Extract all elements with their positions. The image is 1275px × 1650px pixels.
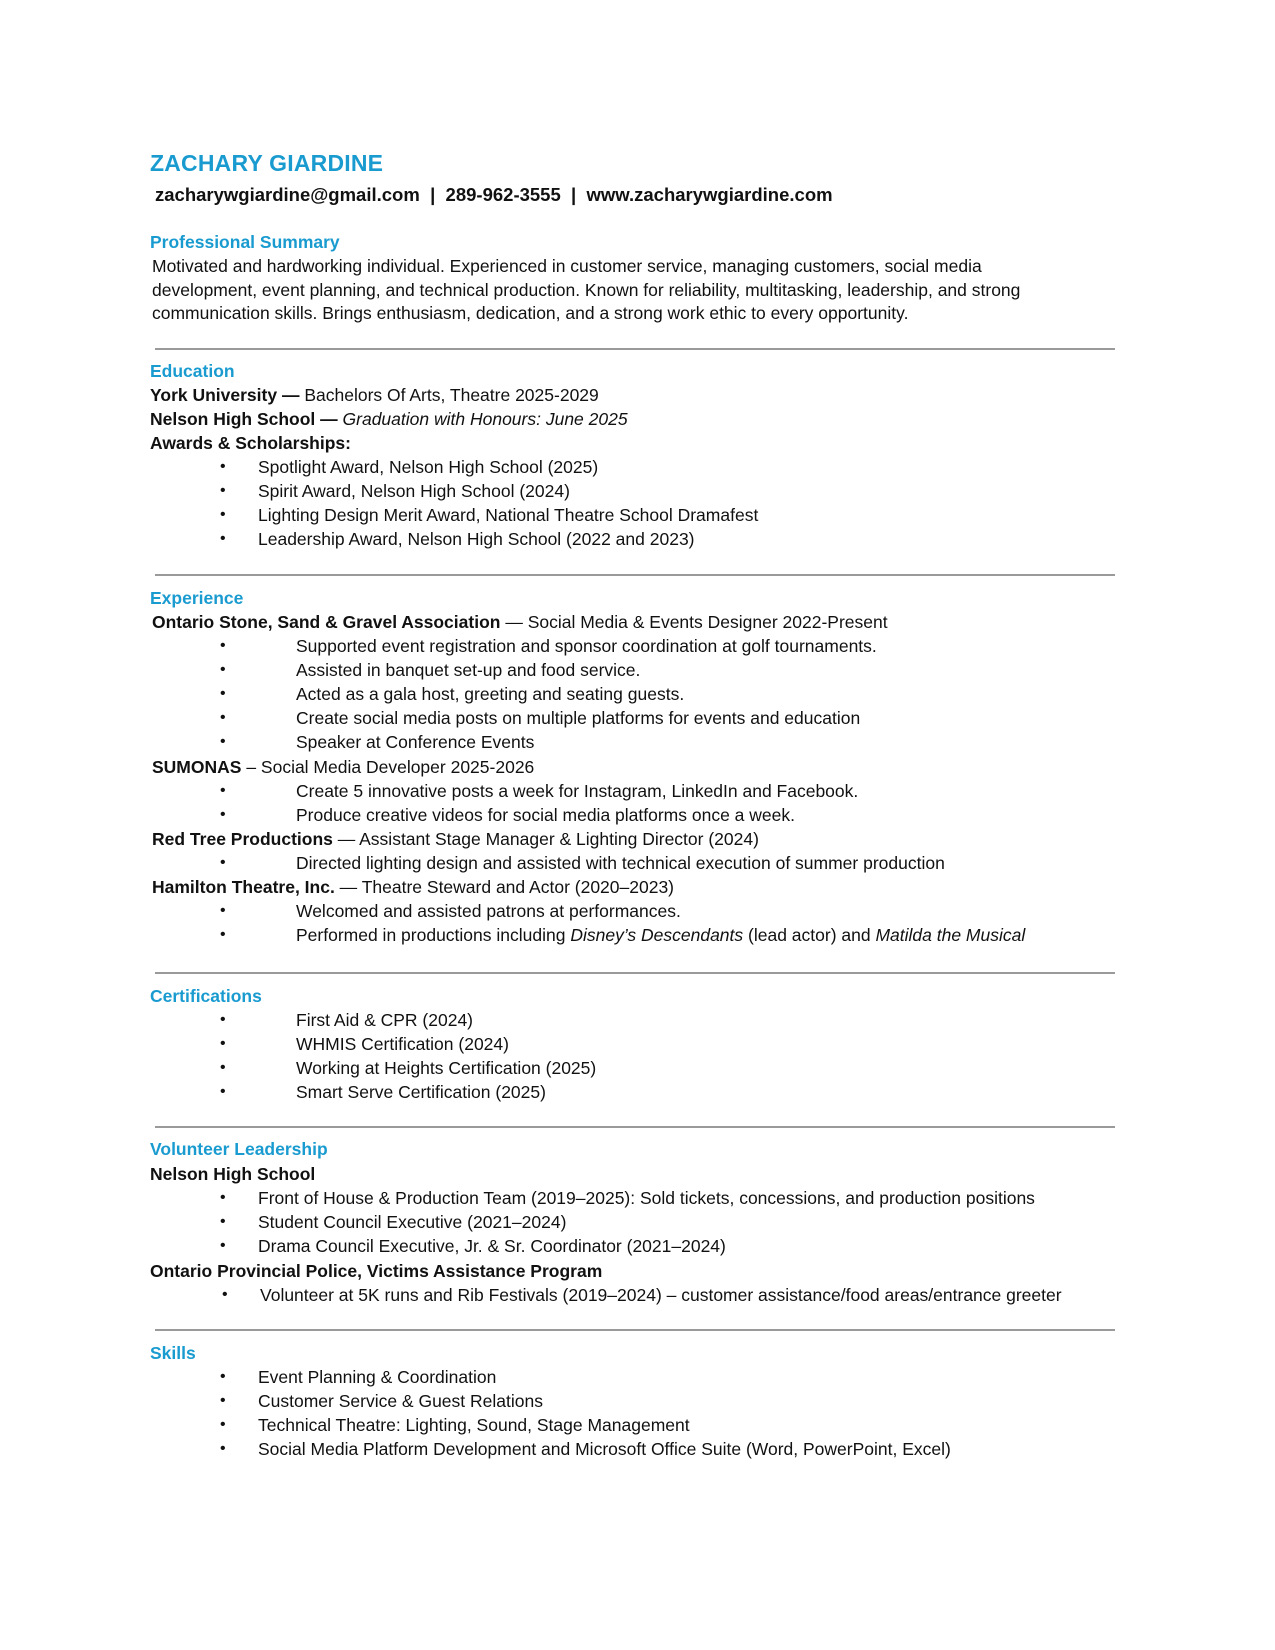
bullet-icon: • xyxy=(220,1392,226,1409)
section-title-education: Education xyxy=(150,361,235,381)
job-bullet: Welcomed and assisted patrons at performances. xyxy=(296,901,681,921)
job-sumonas: SUMONAS – Social Media Developer 2025-2026 xyxy=(152,757,535,777)
job-bullet: Produce creative videos for social media platforms once a week. xyxy=(296,805,795,825)
volunteer-org-nelson: Nelson High School xyxy=(150,1164,316,1184)
job-bullet: Acted as a gala host, greeting and seating guests. xyxy=(296,684,685,704)
bullet-icon: • xyxy=(220,1237,226,1254)
job-bullet: Create social media posts on multiple platforms for events and education xyxy=(296,708,861,728)
volunteer-item: Drama Council Executive, Jr. & Sr. Coordinator (2021–2024) xyxy=(258,1236,726,1256)
section-divider xyxy=(155,1126,1115,1128)
job-bullet: Assisted in banquet set-up and food service. xyxy=(296,660,641,680)
volunteer-org-opp: Ontario Provincial Police, Victims Assistance Program xyxy=(150,1261,603,1281)
skill-item: Social Media Platform Development and Microsoft Office Suite (Word, PowerPoint, Excel) xyxy=(258,1439,951,1459)
skill-item: Technical Theatre: Lighting, Sound, Stage Management xyxy=(258,1415,690,1435)
volunteer-item: Front of House & Production Team (2019–2025): Sold tickets, concessions, and production positions xyxy=(258,1188,1035,1208)
bullet-icon: • xyxy=(220,661,226,678)
section-title-experience: Experience xyxy=(150,588,244,608)
bullet-icon: • xyxy=(222,1286,228,1303)
bullet-icon: • xyxy=(220,806,226,823)
section-title-certifications: Certifications xyxy=(150,986,262,1006)
volunteer-item: Volunteer at 5K runs and Rib Festivals (2019–2024) – customer assistance/food areas/entrance greeter xyxy=(260,1285,1062,1305)
cert-item: First Aid & CPR (2024) xyxy=(296,1010,473,1030)
bullet-icon: • xyxy=(220,482,226,499)
bullet-icon: • xyxy=(220,458,226,475)
resume-name: ZACHARY GIARDINE xyxy=(150,150,384,176)
email: zacharywgiardine@gmail.com xyxy=(155,184,420,205)
summary-line: communication skills. Brings enthusiasm, dedication, and a strong work ethic to every opportunity. xyxy=(152,303,909,323)
section-divider xyxy=(155,1329,1115,1331)
summary-line: Motivated and hardworking individual. Experienced in customer service, managing customers, social media xyxy=(152,256,982,276)
section-divider xyxy=(155,574,1115,576)
bullet-icon: • xyxy=(220,1059,226,1076)
cert-item: Working at Heights Certification (2025) xyxy=(296,1058,597,1078)
job-bullet: Speaker at Conference Events xyxy=(296,732,535,752)
job-bullet: Supported event registration and sponsor coordination at golf tournaments. xyxy=(296,636,877,656)
education-entry-nelson: Nelson High School — Graduation with Honours: June 2025 xyxy=(150,409,628,429)
contact-line xyxy=(155,184,833,206)
award-item: Leadership Award, Nelson High School (2022 and 2023) xyxy=(258,529,695,549)
bullet-icon: • xyxy=(220,685,226,702)
bullet-icon: • xyxy=(220,1011,226,1028)
bullet-icon: • xyxy=(220,709,226,726)
skill-item: Customer Service & Guest Relations xyxy=(258,1391,543,1411)
award-item: Spirit Award, Nelson High School (2024) xyxy=(258,481,570,501)
bullet-icon: • xyxy=(220,902,226,919)
job-bullet: Performed in productions including Disney’s Descendants (lead actor) and Matilda the Musical xyxy=(296,925,1026,945)
bullet-icon: • xyxy=(220,1035,226,1052)
bullet-icon: • xyxy=(220,530,226,547)
bullet-icon: • xyxy=(220,926,226,943)
award-item: Spotlight Award, Nelson High School (2025) xyxy=(258,457,599,477)
bullet-icon: • xyxy=(220,1368,226,1385)
separator: | xyxy=(430,184,436,205)
education-entry-york: York University — Bachelors Of Arts, Theatre 2025-2029 xyxy=(150,385,599,405)
awards-heading: Awards & Scholarships: xyxy=(150,433,351,453)
bullet-icon: • xyxy=(220,506,226,523)
website: www.zacharywgiardine.com xyxy=(586,184,833,205)
cert-item: Smart Serve Certification (2025) xyxy=(296,1082,546,1102)
skill-item: Event Planning & Coordination xyxy=(258,1367,497,1387)
section-title-summary: Professional Summary xyxy=(150,232,340,252)
section-title-skills: Skills xyxy=(150,1343,196,1363)
bullet-icon: • xyxy=(220,1440,226,1457)
bullet-icon: • xyxy=(220,854,226,871)
volunteer-item: Student Council Executive (2021–2024) xyxy=(258,1212,567,1232)
bullet-icon: • xyxy=(220,1416,226,1433)
bullet-icon: • xyxy=(220,1083,226,1100)
section-divider xyxy=(155,972,1115,974)
phone: 289-962-3555 xyxy=(445,184,561,205)
separator: | xyxy=(571,184,577,205)
job-osga: Ontario Stone, Sand & Gravel Association — Social Media & Events Designer 2022-Present xyxy=(152,612,888,632)
bullet-icon: • xyxy=(220,782,226,799)
bullet-icon: • xyxy=(220,637,226,654)
section-divider xyxy=(155,348,1115,350)
cert-item: WHMIS Certification (2024) xyxy=(296,1034,509,1054)
section-title-volunteer: Volunteer Leadership xyxy=(150,1139,328,1159)
job-hamilton: Hamilton Theatre, Inc. — Theatre Steward and Actor (2020–2023) xyxy=(152,877,675,897)
job-bullet: Create 5 innovative posts a week for Instagram, LinkedIn and Facebook. xyxy=(296,781,859,801)
job-bullet: Directed lighting design and assisted with technical execution of summer production xyxy=(296,853,945,873)
award-item: Lighting Design Merit Award, National Theatre School Dramafest xyxy=(258,505,759,525)
job-redtree: Red Tree Productions — Assistant Stage Manager & Lighting Director (2024) xyxy=(152,829,759,849)
bullet-icon: • xyxy=(220,1213,226,1230)
bullet-icon: • xyxy=(220,1189,226,1206)
summary-line: development, event planning, and technical production. Known for reliability, multitasking, leadership, and strong xyxy=(152,280,1021,300)
bullet-icon: • xyxy=(220,733,226,750)
